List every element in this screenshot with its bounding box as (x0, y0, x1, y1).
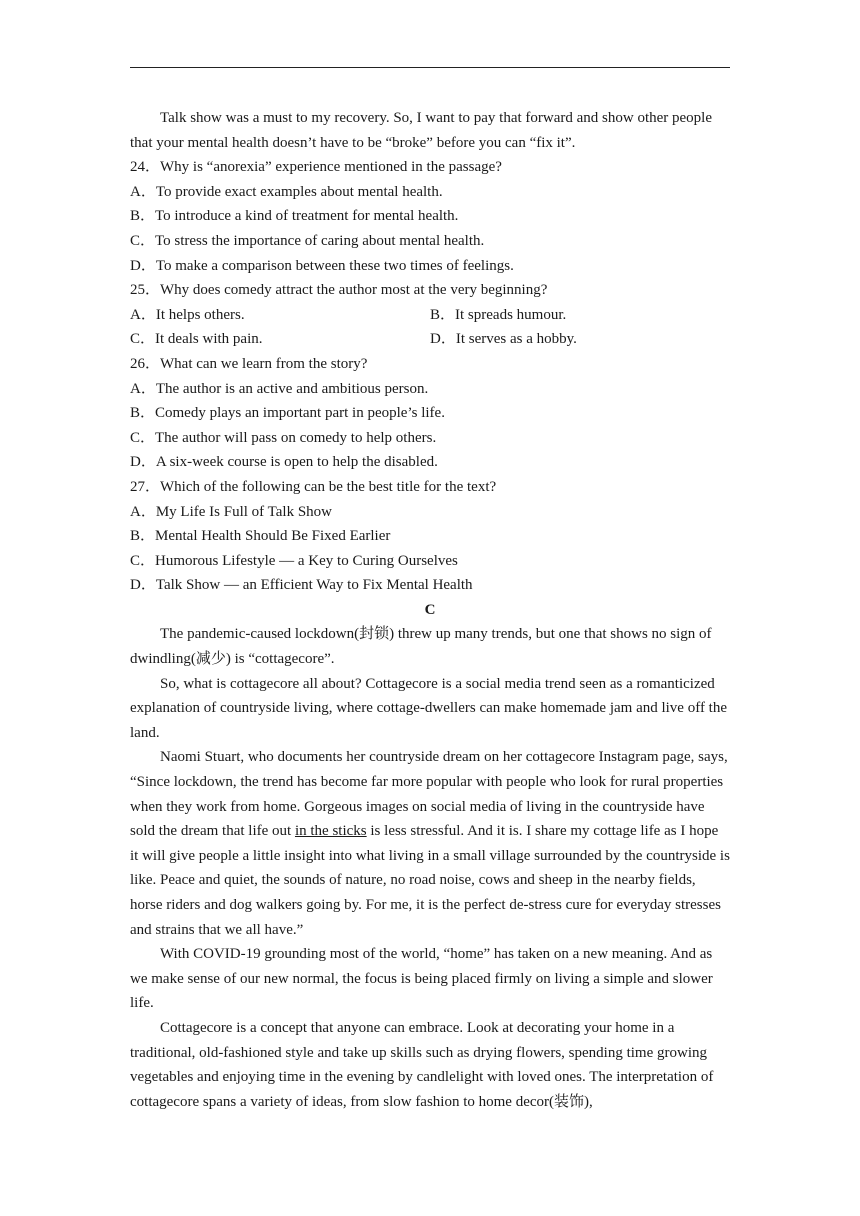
question-25-option-b: B．It spreads humour. (430, 306, 567, 323)
paragraph-3-text-after: is less stressful. And it is. I share my cottage life as I hope it will give people a little insight into what living in a small village surrounded by the countryside is like. Peace and quiet, the sounds of nature, no road noise, cows and sheep in the nearby fields, horse riders and dog walkers going by. For me, it is the perfect de-stress cure for everyday stresses and strains that we all have.” (130, 823, 730, 938)
question-26-option-c: C．The author will pass on comedy to help others. (130, 429, 437, 446)
question-27-stem: 27．Which of the following can be the best title for the text? (130, 478, 497, 495)
question-25-stem: 25．Why does comedy attract the author most at the very beginning? (130, 282, 548, 299)
section-c-paragraph-3 (130, 745, 730, 942)
question-24-option-c: C．To stress the importance of caring about mental health. (130, 232, 485, 249)
question-24-option-d: D．To make a comparison between these two times of feelings. (130, 257, 514, 274)
question-25-options-row-2 (130, 327, 730, 352)
question-27-option-c: C．Humorous Lifestyle — a Key to Curing Ourselves (130, 552, 458, 569)
question-26-option-d: D．A six-week course is open to help the disabled. (130, 454, 438, 471)
section-c-paragraph-1: The pandemic-caused lockdown(封锁) threw up many trends, but one that shows no sign of dwindling(减少) is “cottagecore”. (130, 626, 712, 668)
question-27-option-d: D．Talk Show — an Efficient Way to Fix Mental Health (130, 577, 473, 594)
section-c-paragraph-2: So, what is cottagecore all about? Cottagecore is a social media trend seen as a romanticized explanation of countryside living, where cottage-dwellers can make homemade jam and live off the land. (130, 675, 728, 741)
question-24-option-b: B．To introduce a kind of treatment for mental health. (130, 208, 459, 225)
section-c-paragraph-5: Cottagecore is a concept that anyone can embrace. Look at decorating your home in a traditional, old-fashioned style and take up skills such as drying flowers, spending time growing vegetables and enjoying time in the evening by candlelight with loved ones. The interpretation of cottagecore spans a variety of ideas, from slow fashion to home decor(装饰), (130, 1019, 714, 1110)
underlined-phrase-in-the-sticks: in the sticks (294, 823, 367, 840)
paragraph-3-text-before: Naomi Stuart, who documents her countryside dream on her cottagecore Instagram page, says, “Since lockdown, the trend has become far more popular with people who look for rural properties when they work from home. Gorgeous images on social media of living in the countryside have sold the dream that life out (130, 749, 728, 840)
question-25-options-row-1 (130, 303, 730, 328)
section-c-heading: C (424, 601, 436, 618)
question-25-option-c: C．It deals with pain. (130, 331, 263, 348)
question-27-option-a: A．My Life Is Full of Talk Show (130, 503, 333, 520)
question-27-option-b: B．Mental Health Should Be Fixed Earlier (130, 528, 391, 545)
question-26-stem: 26．What can we learn from the story? (130, 355, 368, 372)
intro-paragraph: Talk show was a must to my recovery. So, I want to pay that forward and show other people that your mental health doesn’t have to be “broke” before you can “fix it”. (130, 110, 713, 151)
question-26-option-a: A．The author is an active and ambitious person. (130, 380, 429, 397)
header-rule (130, 67, 730, 68)
document-body (130, 106, 730, 1114)
question-24-stem: 24．Why is “anorexia” experience mentioned in the passage? (130, 159, 502, 176)
question-25-option-a: A．It helps others. (130, 306, 245, 323)
question-26-option-b: B．Comedy plays an important part in people’s life. (130, 405, 445, 422)
question-25-option-d: D．It serves as a hobby. (430, 331, 577, 348)
section-c-paragraph-4: With COVID-19 grounding most of the world, “home” has taken on a new meaning. And as we make sense of our new normal, the focus is being placed firmly on living a simple and slower life. (130, 946, 713, 1012)
question-24-option-a: A．To provide exact examples about mental health. (130, 183, 443, 200)
